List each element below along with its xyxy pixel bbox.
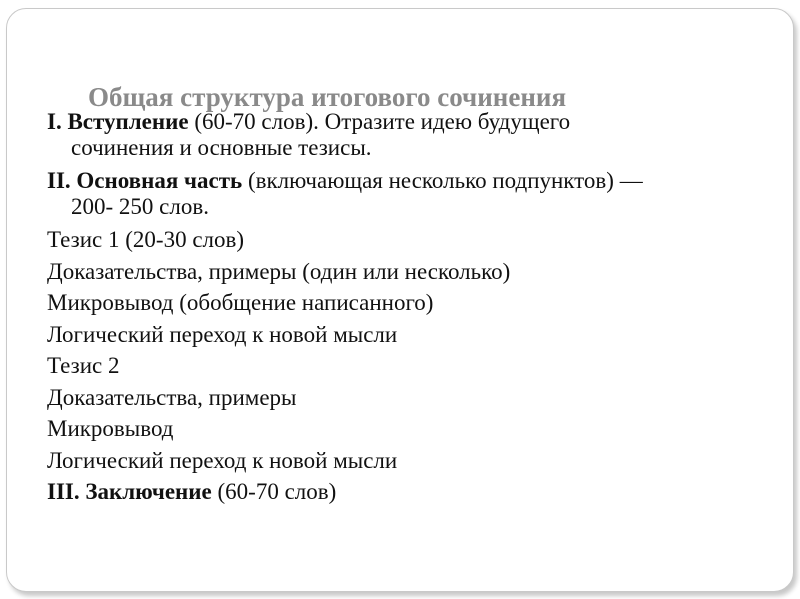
list-item: Логический переход к новой мысли (47, 321, 398, 347)
intro-text-line2: сочинения и основные тезисы. (71, 135, 372, 160)
intro-text-line1: (60-70 слов). Отразите идею будущего (194, 109, 571, 134)
list-item: Доказательства, примеры (47, 384, 297, 410)
conclusion-label: III. Заключение (47, 479, 212, 504)
conclusion-text: (60-70 слов) (217, 479, 337, 504)
main-part-text-line1: (включающая несколько подпунктов) — (247, 168, 643, 193)
list-item: Микровывод (обобщение написанного) (47, 290, 434, 315)
list-item: Тезис 1 (20-30 слов) (47, 227, 245, 252)
main-part-paragraph (47, 165, 767, 218)
list-item: Логический переход к новой мысли (47, 447, 398, 473)
list-item: Микровывод (47, 416, 174, 441)
list-item: Доказательства, примеры (один или несколько) (47, 258, 511, 284)
list-item: Тезис 2 (47, 353, 120, 378)
slide-body (47, 106, 767, 508)
intro-label: I. Вступление (47, 109, 189, 134)
main-part-text-line2: 200- 250 слов. (71, 194, 209, 219)
conclusion-paragraph (47, 476, 767, 508)
main-part-label: II. Основная часть (47, 168, 243, 193)
intro-paragraph (47, 106, 767, 159)
slide-title: Общая структура итогового сочинения (88, 82, 567, 112)
